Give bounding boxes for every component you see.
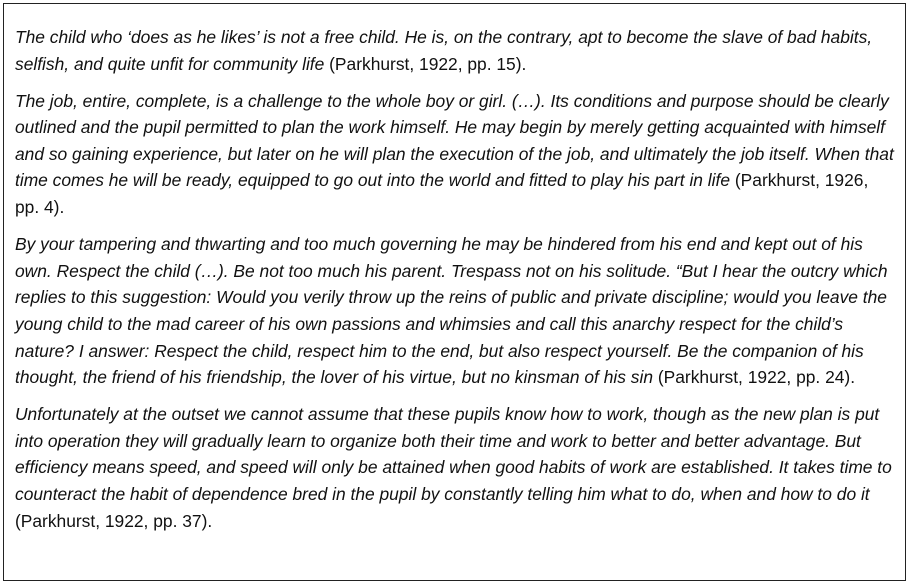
quote-citation: (Parkhurst, 1922, pp. 15).: [324, 53, 527, 74]
quotes-box: [3, 3, 906, 581]
quote-text: Unfortunately at the outset we cannot assume that these pupils know how to work, though as the new plan is put into operation they will gradually learn to organize both their time and work to better and better advantage. But efficiency means speed, and speed will only be attained when good habits of work are established. It takes time to counteract the habit of dependence bred in the pupil by constantly telling him what to do, when and how to do it: [15, 404, 892, 504]
quote-paragraph-2: [15, 88, 895, 221]
quote-citation: (Parkhurst, 1922, pp. 24).: [653, 367, 856, 388]
quote-text: The job, entire, complete, is a challenge to the whole boy or girl. (…). Its conditions and purpose should be clearly outlined and the pupil permitted to plan the work himself. He may begin by merely getting acquainted with himself and so gaining experience, but later on he will plan the execution of the job, and ultimately the job itself. When that time comes he will be ready, equipped to go out into the world and fitted to play his part in life: [15, 90, 894, 191]
quote-text: The child who ‘does as he likes’ is not a free child. He is, on the contrary, apt to become the slave of bad habits, selfish, and quite unfit for community life: [15, 27, 873, 74]
quote-citation: (Parkhurst, 1926, pp. 4).: [15, 170, 869, 218]
quote-text: By your tampering and thwarting and too much governing he may be hindered from his end and kept out of his own. Respect the child (…). Be not too much his parent. Trespass not on his solitude. “But I hear the outcry which replies to this suggestion: Would you verily throw up the reins of public and private discipline; would you leave the young child to the mad career of his own passions and whimsies and call this anarchy respect for the child’s nature? I answer: Respect the child, respect him to the end, but also respect yourself. Be the companion of his thought, the friend of his friendship, the lover of his virtue, but no kinsman of his sin: [15, 234, 888, 388]
quote-citation: (Parkhurst, 1922, pp. 37).: [15, 510, 213, 531]
quote-paragraph-1: [15, 24, 895, 77]
quote-paragraph-3: [15, 231, 895, 391]
quote-paragraph-4: [15, 401, 895, 534]
